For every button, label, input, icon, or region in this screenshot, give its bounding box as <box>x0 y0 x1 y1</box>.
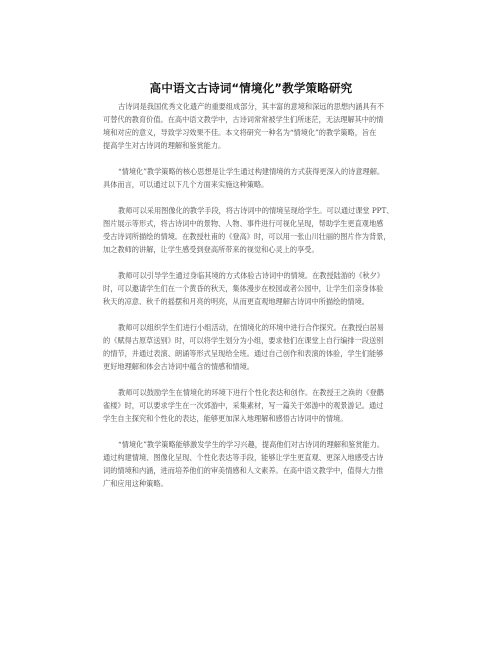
paragraph-line: 的情节，并通过表演、朗诵等形式呈现给全班。通过自己创作和表演的体验，学生们能够 <box>103 349 384 358</box>
paragraph-line: 更好地理解和体会古诗词中蕴含的情感和情境。 <box>103 362 254 371</box>
paragraph-line: 秋天的凉意、秋千的摇摆和月亮的明亮，从而更直观地理解古诗词中所描绘的情境。 <box>103 297 369 306</box>
paragraph-line: “情境化”教学策略的核心思想是让学生通过构建情境的方式获得更深入的诗意理解。 <box>118 167 385 176</box>
paragraph-visualization <box>103 204 403 256</box>
document-title: 高中语文古诗词“情境化”教学策略研究 <box>149 81 353 95</box>
paragraph-line: 教师可以引导学生通过身临其境的方式体验古诗词中的情境。在教授陆游的《秋夕》 <box>118 271 384 280</box>
paragraph-expression <box>103 386 403 425</box>
paragraph-line: 图片展示等形式，将古诗词中的景物、人物、事件进行可视化呈现，帮助学生更直观地感 <box>103 219 384 228</box>
paragraph-line: 广和应用这种策略。 <box>103 479 168 488</box>
paragraph-line: 教师可以采用图像化的教学手段，将古诗词中的情境呈现给学生。可以通过课堂 PPT、 <box>118 206 394 215</box>
paragraph-line: 可替代的教育价值。在高中语文教学中，古诗词常常被学生们所迷茫，无法理解其中的情 <box>103 115 384 124</box>
paragraph-immersion <box>103 269 403 308</box>
paragraph-line: 提高学生对古诗词的理解和鉴赏能力。 <box>103 141 226 150</box>
paragraph-group-activity <box>103 321 403 373</box>
paragraph-line: 雀楼》时，可以要求学生在一次郊游中，采集素材，写一篇关于郊游中的观景游记。通过 <box>103 401 384 410</box>
paragraph-line: 通过构建情境、图像化呈现、个性化表达等手段，能够让学生更直观、更深入地感受古诗 <box>103 453 384 462</box>
paragraph-line: 时，可以邀请学生们在一个黄昏的秋天，集体漫步在校园或者公园中，让学生们亲身体验 <box>103 284 384 293</box>
paragraph-core-idea <box>103 165 403 191</box>
paragraph-line: 词的情境和内涵，进而培养他们的审美情感和人文素养。在高中语文教学中，值得大力推 <box>103 466 384 475</box>
paragraph-line: 学生自主探究和个性化的表达，能够更加深入地理解和感悟古诗词中的情境。 <box>103 414 348 423</box>
paragraph-conclusion <box>103 438 403 490</box>
paragraph-line: 的《赋得古原草送别》时，可以将学生划分为小组，要求他们在课堂上自行编排一段送别 <box>103 336 384 345</box>
paragraph-line: 教师可以组织学生们进行小组活动，在情境化的环境中进行合作探究。在教授白居易 <box>118 323 384 332</box>
paragraph-line: 具体而言，可以通过以下几个方面来实施这种策略。 <box>103 180 269 189</box>
paragraph-intro <box>103 100 403 152</box>
paragraph-line: 加之教师的讲解，让学生感受到登高所带来的视觉和心灵上的享受。 <box>103 245 319 254</box>
paragraph-line: 境和对应的意义，导致学习效果不佳。本文将研究一种名为“情境化”的教学策略，旨在 <box>103 128 377 137</box>
paragraph-line: 教师可以鼓励学生在情境化的环境下进行个性化表达和创作。在教授王之涣的《登鹳 <box>118 388 384 397</box>
paragraph-line: 受古诗词所描绘的情境。在教授杜甫的《登高》时，可以用一张山川壮丽的图片作为背景， <box>103 232 391 241</box>
paragraph-line: “情境化”教学策略能够激发学生的学习兴趣，提高他们对古诗词的理解和鉴赏能力。 <box>118 440 385 449</box>
paragraph-line: 古诗词是我国优秀文化遗产的重要组成部分，其丰富的意境和深远的思想内涵具有不 <box>118 102 384 111</box>
